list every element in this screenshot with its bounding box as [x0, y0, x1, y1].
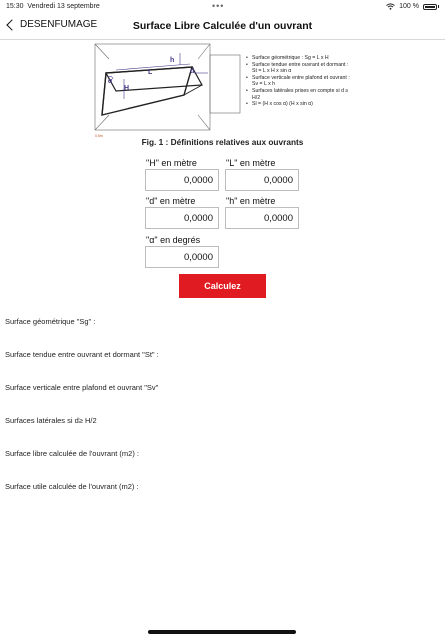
home-indicator[interactable] — [148, 630, 296, 634]
result-utile: Surface utile calculée de l'ouvrant (m2) : — [5, 482, 139, 491]
note-item: • Surface tendue entre ouvrant et dormant : St = L x H x sin α — [246, 62, 352, 75]
label-H: H — [124, 85, 130, 92]
page-title: Surface Libre Calculée d'un ouvrant — [132, 20, 313, 32]
navigation-bar — [0, 14, 445, 40]
battery-percent: 100 % — [399, 3, 419, 10]
definition-figure — [94, 43, 352, 140]
label-d: d — [190, 68, 195, 75]
window-diagram — [94, 43, 246, 138]
wifi-icon — [386, 3, 395, 10]
label-h-upper: "H" en mètre — [146, 158, 197, 168]
label-h-lower: "h" en mètre — [226, 196, 276, 206]
battery-icon — [423, 4, 437, 10]
result-sg: Surface géométrique "Sg" : — [5, 317, 96, 326]
figure-notes — [246, 55, 352, 108]
note-item: • Surface verticale entre plafond et ouvrant : Sv = L x h — [246, 75, 352, 88]
result-sv: Surface verticale entre plafond et ouvrant "Sv" — [5, 383, 159, 392]
label-corner: 0,5m — [95, 134, 103, 138]
calculate-button[interactable]: Calculez — [179, 274, 266, 298]
result-sl: Surfaces latérales si d≥ H/2 — [5, 416, 97, 425]
note-item: • Sl = (H x cos α) (H x sin α) — [246, 101, 352, 108]
h-upper-input[interactable] — [145, 169, 219, 191]
back-label: DESENFUMAGE — [20, 19, 98, 30]
alpha-input[interactable] — [145, 246, 219, 268]
l-input[interactable] — [225, 169, 299, 191]
result-st: Surface tendue entre ouvrant et dormant "St" : — [5, 350, 159, 359]
status-right — [386, 3, 439, 10]
label-d-field: "d" en mètre — [146, 196, 196, 206]
h-lower-input[interactable] — [225, 207, 299, 229]
label-l: "L" en mètre — [226, 158, 276, 168]
result-libre: Surface libre calculée de l'ouvrant (m2) : — [5, 449, 139, 458]
label-alpha: α — [108, 78, 113, 85]
note-item: • Surface géométrique : Sg = L x H — [246, 55, 352, 62]
status-bar — [0, 0, 445, 14]
d-input[interactable] — [145, 207, 219, 229]
label-alpha-field: "α" en degrés — [146, 235, 201, 245]
label-h: h — [170, 57, 175, 64]
multitask-dots: ••• — [212, 1, 225, 11]
status-time: 15:30 Vendredi 13 septembre — [6, 3, 100, 10]
figure-caption: Fig. 1 : Définitions relatives aux ouvrants — [141, 137, 304, 147]
label-L: L — [148, 69, 153, 76]
note-item: • Surfaces latérales prises en compte si d ≥ H/2 — [246, 88, 352, 101]
